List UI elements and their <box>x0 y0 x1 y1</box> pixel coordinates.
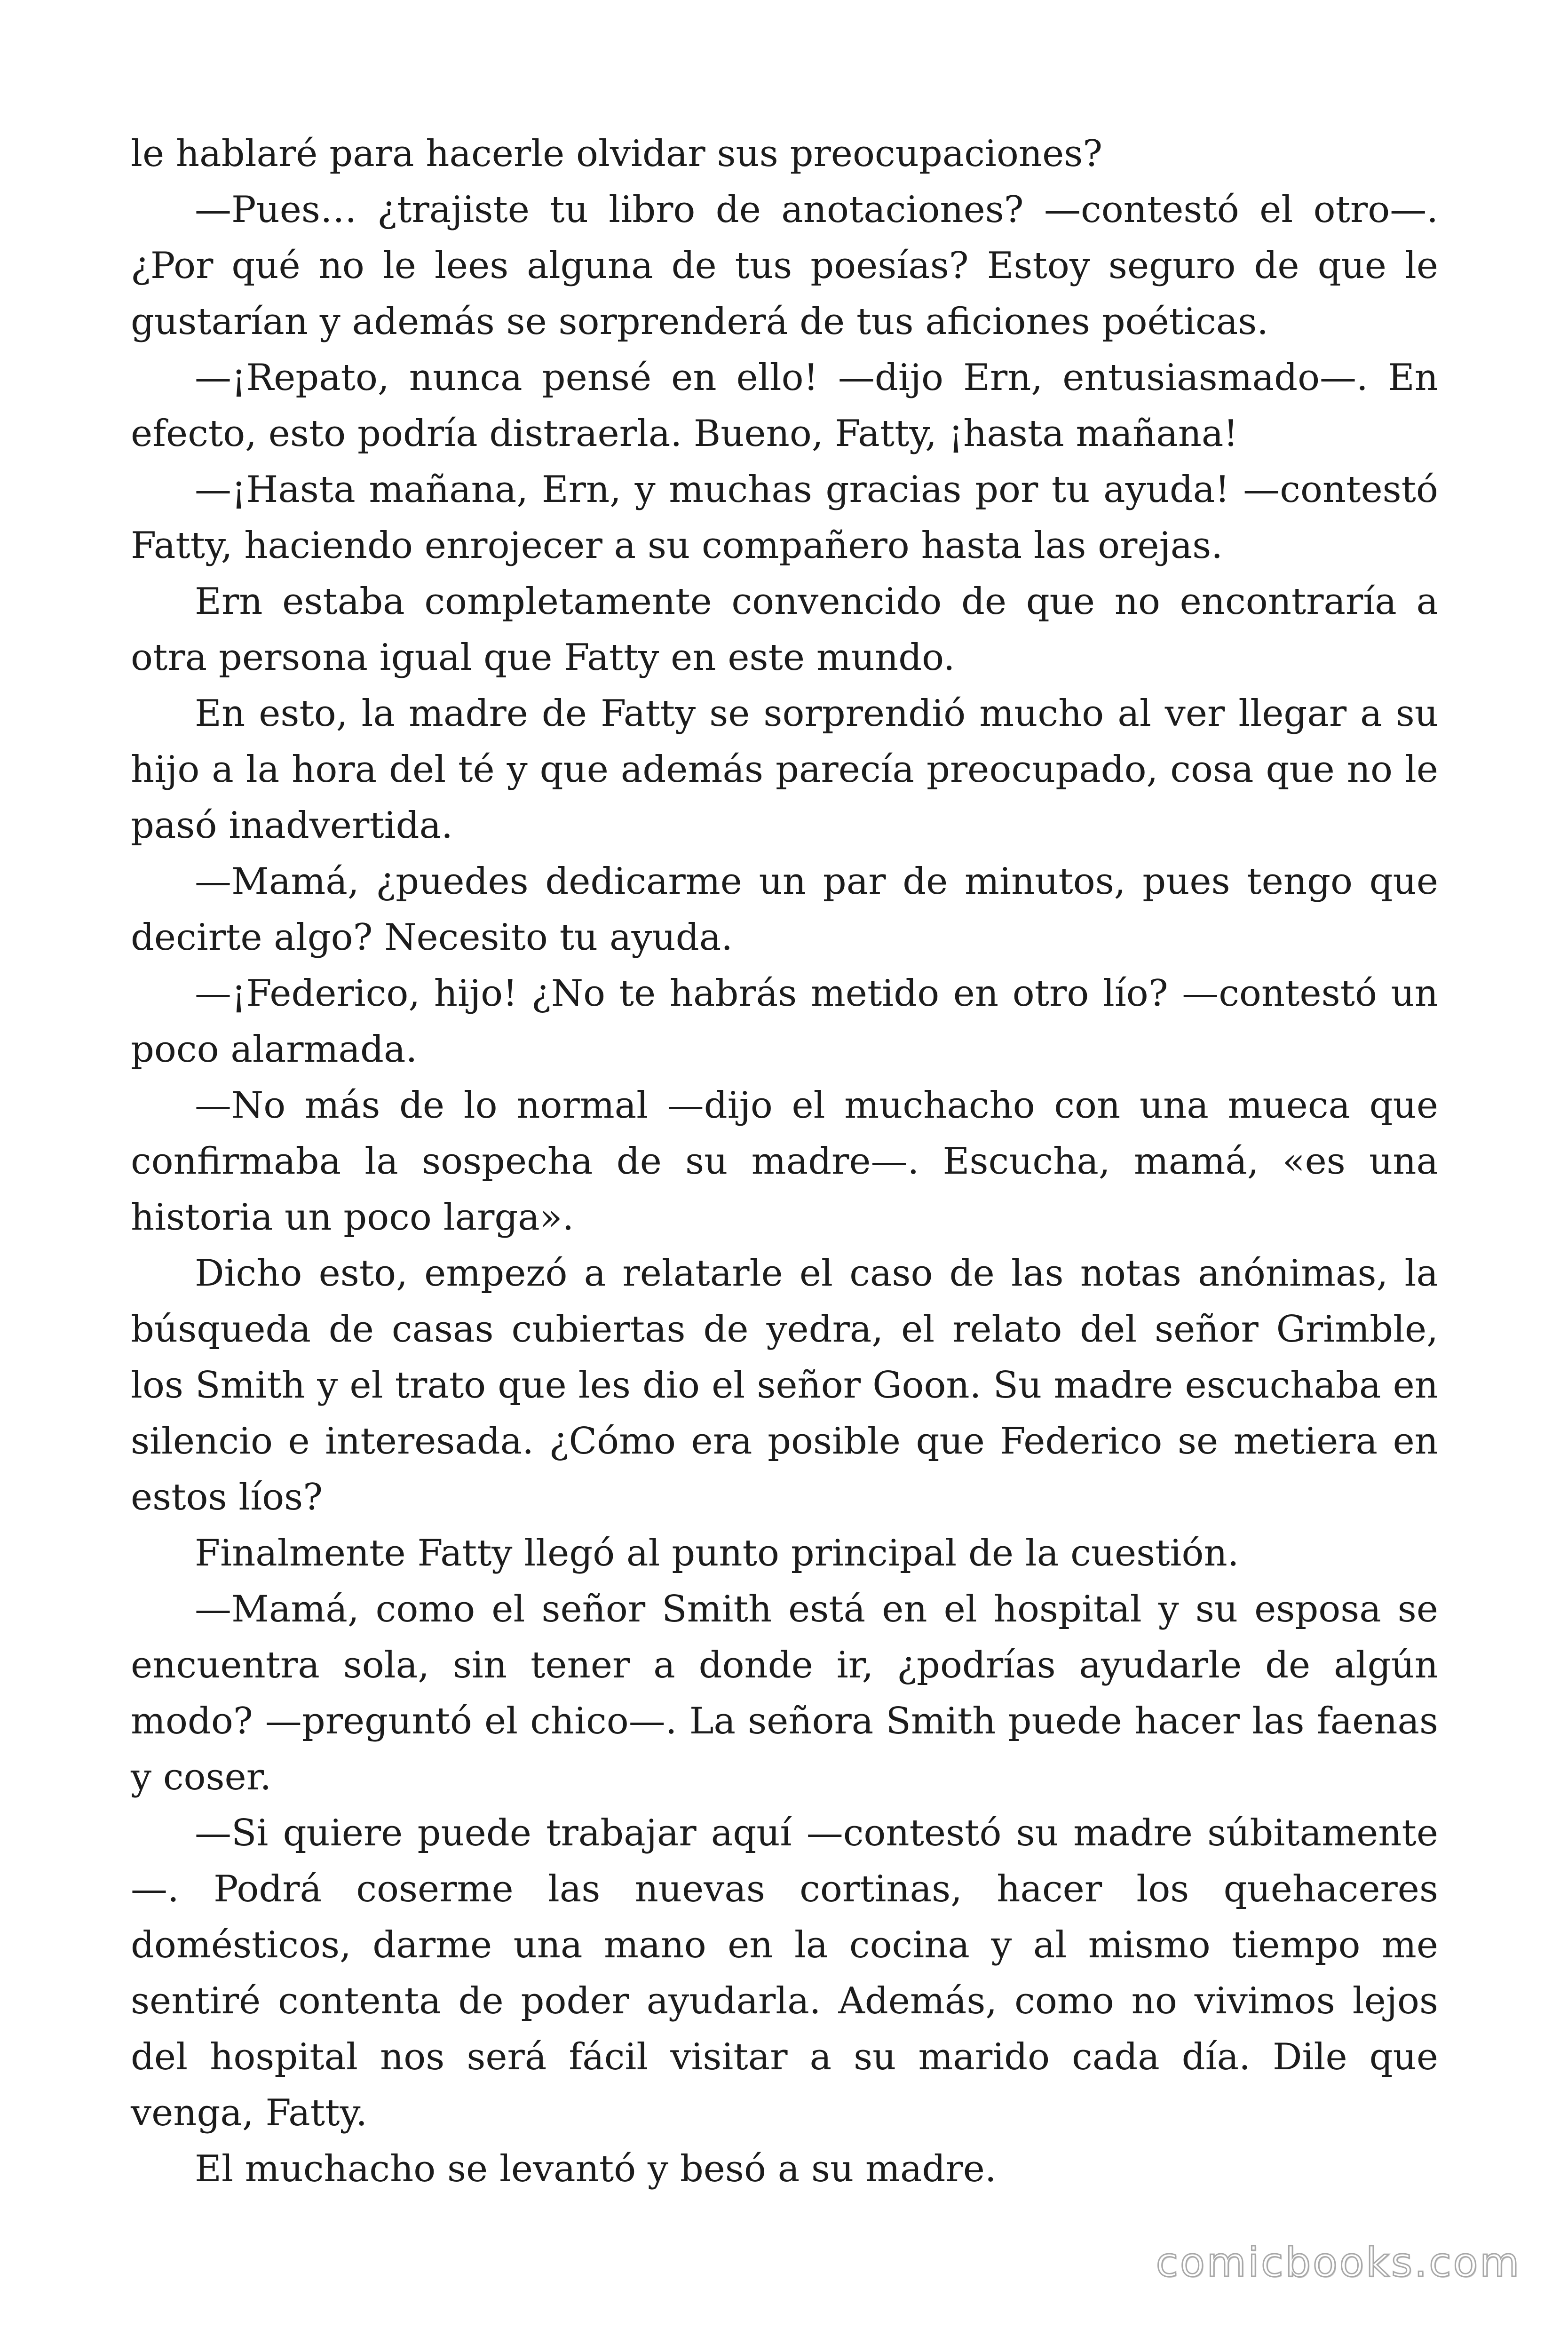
paragraph: —¡Repato, nunca pensé en ello! —dijo Ern, entusiasmado—. En efecto, esto podría distraerla. Bueno, Fatty, ¡hasta mañana! <box>131 357 1438 455</box>
paragraph: —Mamá, ¿puedes dedicarme un par de minutos, pues tengo que decirte algo? Necesito tu ayuda. <box>131 860 1438 959</box>
paragraph: En esto, la madre de Fatty se sorprendió mucho al ver llegar a su hijo a la hora del té y que además parecía preocupado, cosa que no le pasó inadvertida. <box>131 692 1438 847</box>
paragraph: Finalmente Fatty llegó al punto principal de la cuestión. <box>195 1532 1239 1574</box>
paragraph-continued: le hablaré para hacerle olvidar sus preocupaciones? <box>131 133 1103 175</box>
paragraph: —¡Federico, hijo! ¿No te habrás metido en otro lío? —contestó un poco alarmada. <box>131 972 1438 1071</box>
paragraph: —No más de lo normal —dijo el muchacho con una mueca que confirmaba la sospecha de su madre—. Escucha, mamá, «es una historia un poco larga». <box>131 1084 1438 1239</box>
paragraph: —Si quiere puede trabajar aquí —contestó su madre súbitamente—. Podrá coserme las nuevas cortinas, hacer los quehaceres domésticos, darme una mano en la cocina y al mismo tiempo me sentiré contenta de poder ayudarla. Además, como no vivimos lejos del hospital nos será fácil visitar a su marido cada día. Dile que venga, Fatty. <box>131 1812 1438 2134</box>
paragraph: —Mamá, como el señor Smith está en el hospital y su esposa se encuentra sola, sin tener a donde ir, ¿podrías ayudarle de algún modo? —preguntó el chico—. La señora Smith puede hacer las faenas y coser. <box>131 1588 1438 1798</box>
paragraph: Dicho esto, empezó a relatarle el caso de las notas anónimas, la búsqueda de casas cubiertas de yedra, el relato del señor Grimble, los Smith y el trato que les dio el señor Goon. Su madre escuchaba en silencio e interesada. ¿Cómo era posible que Federico se metiera en estos líos? <box>131 1252 1438 1518</box>
paragraph: Ern estaba completamente convencido de que no encontraría a otra persona igual que Fatty en este mundo. <box>131 580 1438 679</box>
paragraph: —Pues… ¿trajiste tu libro de anotaciones? —contestó el otro—. ¿Por qué no le lees alguna de tus poesías? Estoy seguro de que le gustarían y además se sorprenderá de tus aficiones poéticas. <box>131 189 1438 343</box>
paragraph: —¡Hasta mañana, Ern, y muchas gracias por tu ayuda! —contestó Fatty, haciendo enrojecer a su compañero hasta las orejas. <box>131 469 1438 567</box>
paragraph: El muchacho se levantó y besó a su madre. <box>195 2148 997 2190</box>
watermark: comicbooks.com <box>1156 2239 1521 2286</box>
body-text <box>131 126 1438 2197</box>
